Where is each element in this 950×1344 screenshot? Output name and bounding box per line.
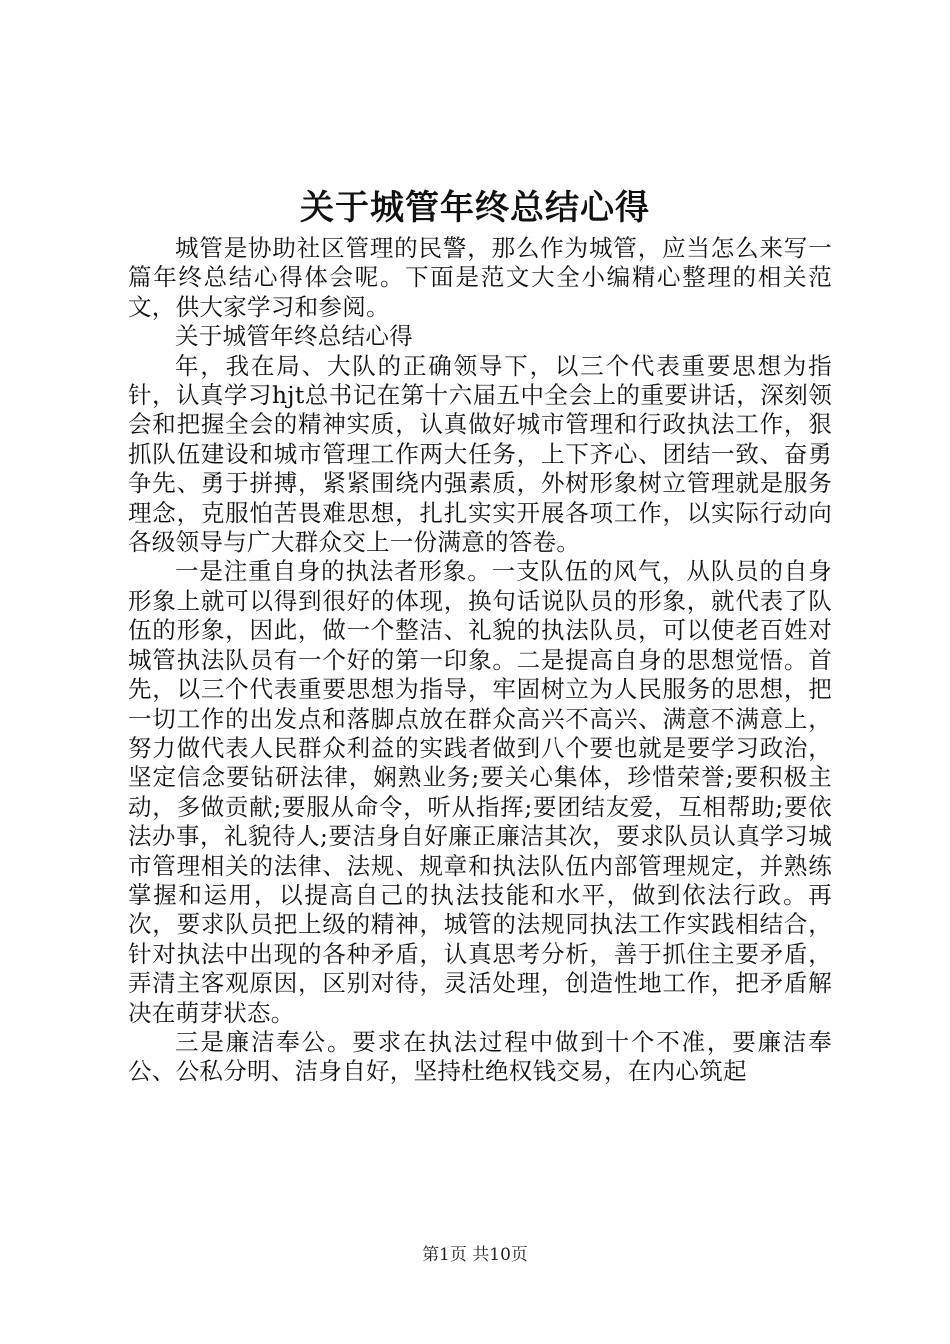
body-paragraph: 一是注重自身的执法者形象。一支队伍的风气，从队员的自身形象上就可以得到很好的体现，换句话说队员的形象，就代表了队伍的形象，因此，做一个整洁、礼貌的执法队员，可以使老百姓对城管执法队员有一个好的第一印象。二是提高自身的思想觉悟。首先，以三个代表重要思想为指导，牢固树立为人民服务的思想，把一切工作的出发点和落脚点放在群众高兴不高兴、满意不满意上，努力做代表人民群众利益的实践者做到八个要也就是要学习政治，坚定信念要钻研法律，娴熟业务;要关心集体，珍惜荣誉;要积极主动，多做贡献;要服从命令，听从指挥;要团结友爱，互相帮助;要依法办事，礼貌待人;要洁身自好廉正廉洁其次，要求队员认真学习城市管理相关的法律、法规、规章和执法队伍内部管理规定，并熟练掌握和运用，以提高自己的执法技能和水平，做到依法行政。再次，要求队员把上级的精神，城管的法规同执法工作实践相结合，针对执法中出现的各种矛盾，认真思考分析，善于抓住主要矛盾，弄清主客观原因，区别对待，灵活处理，创造性地工作，把矛盾解决在萌芽状态。 xyxy=(128,557,832,1027)
intro-paragraph: 城管是协助社区管理的民警，那么作为城管，应当怎么来写一篇年终总结心得体会呢。下面是范文大全小编精心整理的相关范文，供大家学习和参阅。 xyxy=(128,234,832,321)
page-number-footer: 第1页 共10页 xyxy=(422,1245,528,1265)
document-body xyxy=(128,234,832,1087)
body-paragraph: 三是廉洁奉公。要求在执法过程中做到十个不准，要廉洁奉公、公私分明、洁身自好，坚持杜绝权钱交易，在内心筑起 xyxy=(128,1027,832,1086)
body-paragraph: 年，我在局、大队的正确领导下，以三个代表重要思想为指针，认真学习hjt总书记在第十六届五中全会上的重要讲话，深刻领会和把握全会的精神实质，认真做好城市管理和行政执法工作，狠抓队伍建设和城市管理工作两大任务，上下齐心、团结一致、奋勇争先、勇于拼搏，紧紧围绕内强素质，外树形象树立管理就是服务理念，克服怕苦畏难思想，扎扎实实开展各项工作，以实际行动向各级领导与广大群众交上一份满意的答卷。 xyxy=(128,351,832,557)
section-heading: 关于城管年终总结心得 xyxy=(175,322,413,351)
document-title: 关于城管年终总结心得 xyxy=(300,188,650,228)
